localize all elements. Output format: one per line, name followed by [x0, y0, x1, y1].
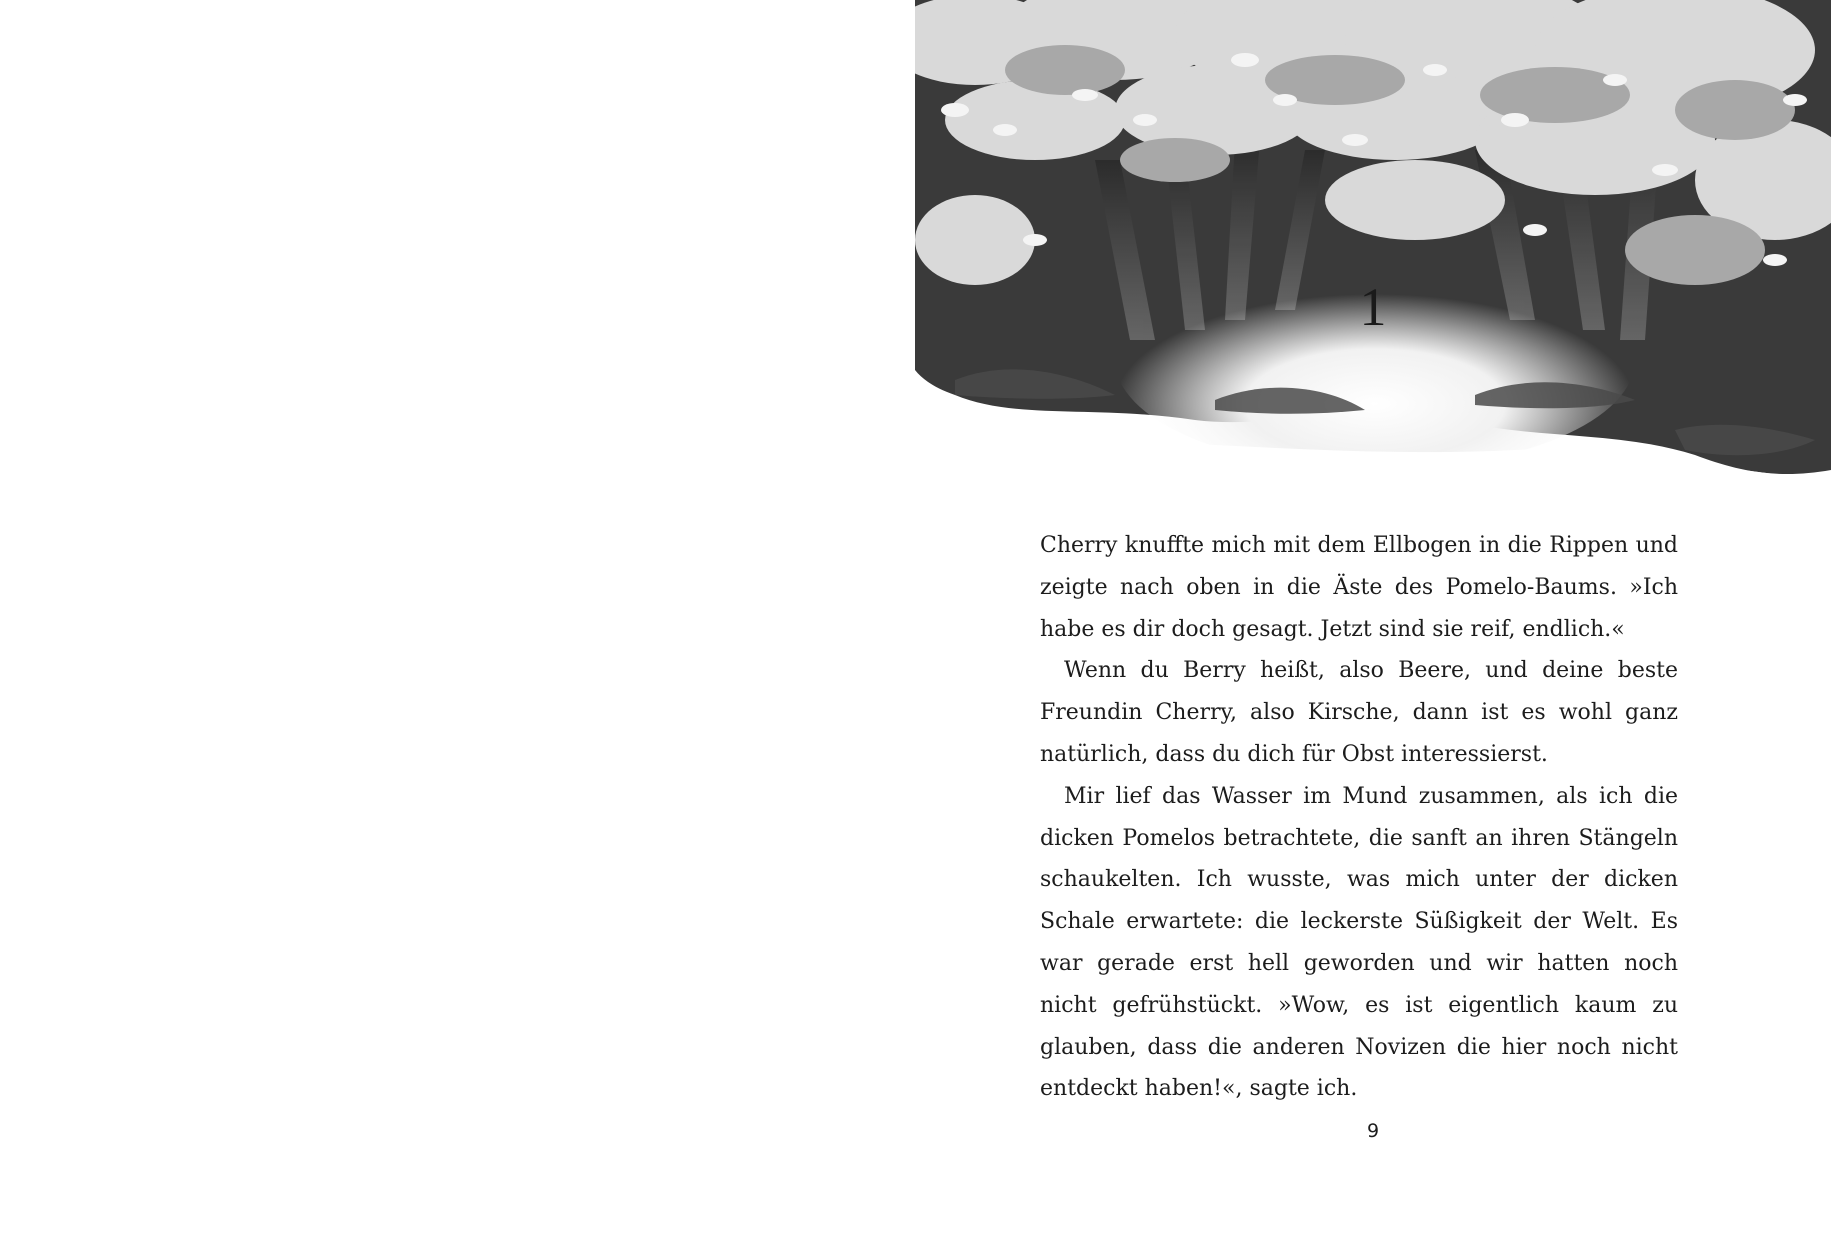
right-page	[915, 0, 1831, 1240]
left-page-blank	[0, 0, 915, 1240]
chapter-text	[1040, 525, 1678, 1110]
paragraph-1: Cherry knuffte mich mit dem Ellbogen in die Rippen und zeigte nach oben in die Äste des Pomelo-Baums. »Ich habe es dir doch gesagt. Jetzt sind sie reif, endlich.«	[1040, 533, 1678, 642]
paragraph-2: Wenn du Berry heißt, also Beere, und deine beste Freundin Cherry, also Kirsche, dann ist es wohl ganz natürlich, dass du dich für Obst interessierst.	[1040, 658, 1678, 767]
page-number: 9	[1366, 1120, 1380, 1142]
chapter-number: 1	[1359, 277, 1387, 337]
tree-canopy-illustration	[915, 0, 1831, 500]
paragraph-3: Mir lief das Wasser im Mund zusammen, als ich die dicken Pomelos betrachtete, die sanft an ihren Stängeln schaukelten. Ich wusste, was mich unter der dicken Schale erwartete: die leckerste Süßigkeit der Welt. Es war gerade erst hell geworden und wir hatten noch nicht gefrühstückt. »Wow, es ist eigentlich kaum zu glauben, dass die anderen Novizen die hier noch nicht entdeckt haben!«, sagte ich.	[1040, 783, 1678, 1102]
